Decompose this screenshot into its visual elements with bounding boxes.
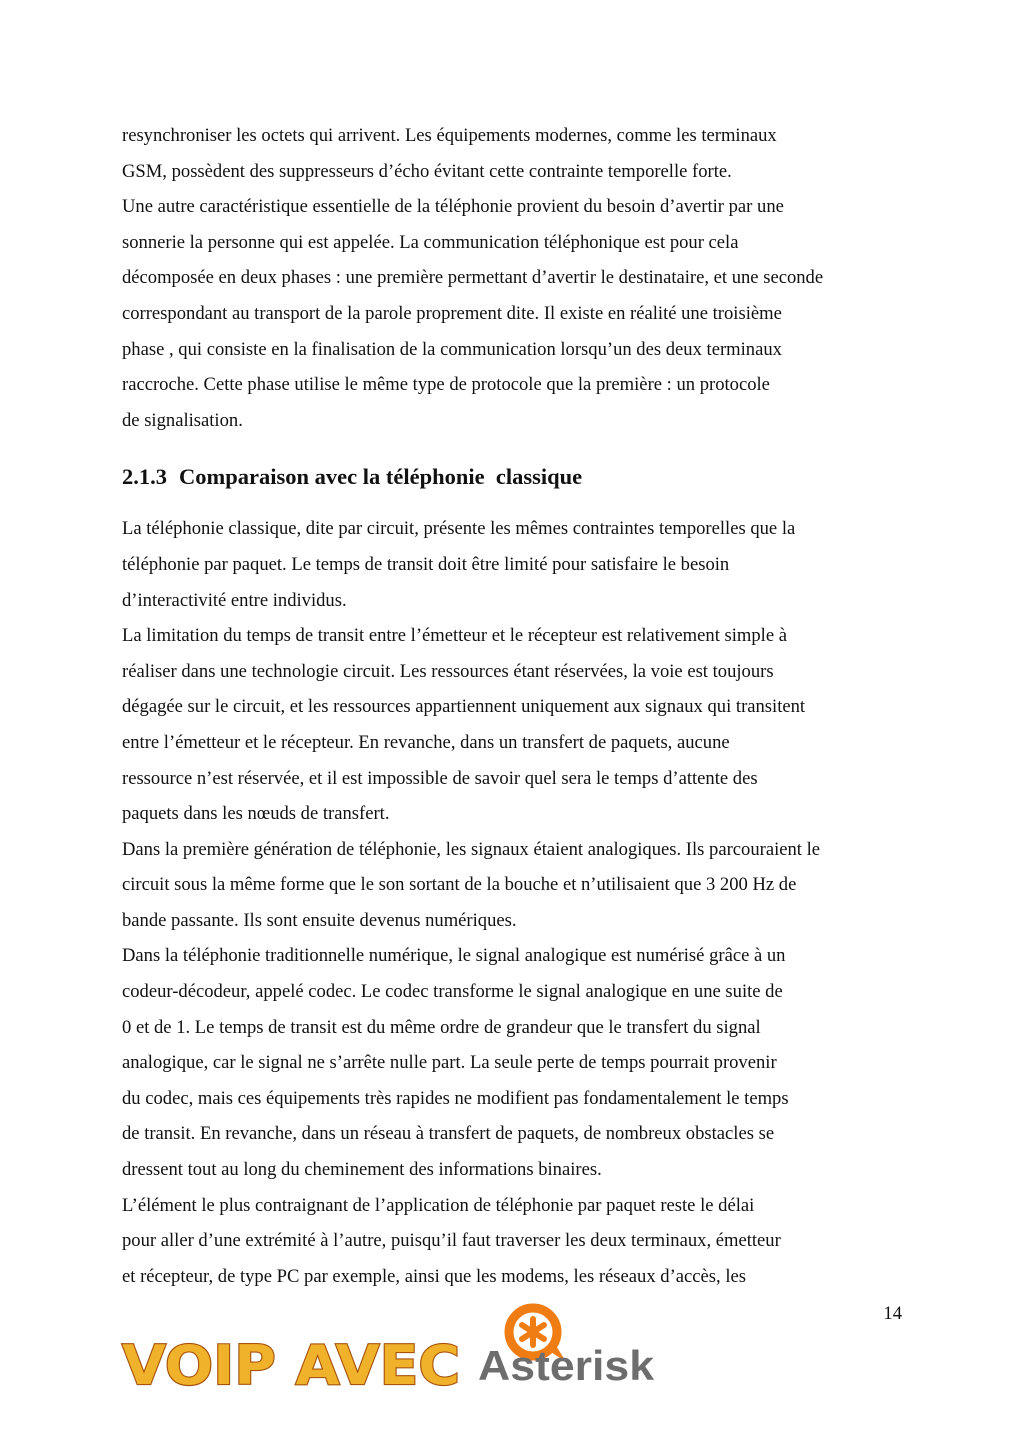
text-line: analogique, car le signal ne s’arrête nulle part. La seule perte de temps pourrait provenir [122, 1052, 777, 1074]
text-line: entre l’émetteur et le récepteur. En revanche, dans un transfert de paquets, aucune [122, 731, 730, 753]
text-line: dégagée sur le circuit, et les ressources appartiennent uniquement aux signaux qui transitent [122, 696, 806, 718]
text-line: 0 et de 1. Le temps de transit est du même ordre de grandeur que le transfert du signal [122, 1016, 761, 1038]
text-line: La téléphonie classique, dite par circuit, présente les mêmes contraintes temporelles que la [122, 518, 796, 540]
text-line: bande passante. Ils sont ensuite devenus numériques. [122, 909, 517, 931]
body-text [122, 118, 922, 1294]
text-line: ressource n’est réservée, et il est impossible de savoir quel sera le temps d’attente des [122, 767, 758, 789]
text-line: correspondant au transport de la parole proprement dite. Il existe en réalité une troisième [122, 302, 782, 324]
text-line: sonnerie la personne qui est appelée. La communication téléphonique est pour cela [122, 231, 739, 253]
logo-voip-avec-text: VOIP AVEC [122, 1334, 460, 1397]
text-line: du codec, mais ces équipements très rapides ne modifient pas fondamentalement le temps [122, 1087, 789, 1109]
page-number: 14 [883, 1303, 902, 1324]
text-line: codeur-décodeur, appelé codec. Le codec transforme le signal analogique en une suite de [122, 981, 783, 1003]
paragraph-signalisation [122, 118, 922, 438]
text-line: paquets dans les nœuds de transfert. [122, 803, 390, 825]
paragraph-comparaison [122, 511, 922, 1294]
text-line: GSM, possèdent des suppresseurs d’écho évitant cette contrainte temporelle forte. [122, 160, 732, 182]
text-line: décomposée en deux phases : une première permettant d’avertir le destinataire, et une seconde [122, 267, 824, 289]
section-heading [122, 457, 922, 497]
text-line: Une autre caractéristique essentielle de la téléphonie provient du besoin d’avertir par une [122, 196, 784, 218]
section-number: 2.1.3 [122, 464, 167, 490]
text-line: circuit sous la même forme que le son sortant de la bouche et n’utilisaient que 3 200 Hz de [122, 874, 797, 896]
section-title: Comparaison avec la téléphonie classique [179, 464, 583, 490]
text-line: Dans la première génération de téléphonie, les signaux étaient analogiques. Ils parcouraient le [122, 838, 821, 860]
text-line: réaliser dans une technologie circuit. Les ressources étant réservées, la voie est toujours [122, 660, 774, 682]
voip-avec-asterisk-logo [118, 1300, 658, 1400]
text-line: dressent tout au long du cheminement des informations binaires. [122, 1159, 602, 1181]
text-line: L’élément le plus contraignant de l’application de téléphonie par paquet reste le délai [122, 1194, 755, 1216]
text-line: phase , qui consiste en la finalisation de la communication lorsqu’un des deux terminaux [122, 338, 782, 360]
text-line: d’interactivité entre individus. [122, 589, 347, 611]
text-line: téléphonie par paquet. Le temps de transit doit être limité pour satisfaire le besoin [122, 553, 730, 575]
text-line: pour aller d’une extrémité à l’autre, puisqu’il faut traverser les deux terminaux, émetteur [122, 1230, 781, 1252]
text-line: de signalisation. [122, 409, 243, 431]
logo-asterisk-text: Asterisk [478, 1342, 655, 1389]
text-line: Dans la téléphonie traditionnelle numérique, le signal analogique est numérisé grâce à un [122, 945, 786, 967]
text-line: resynchroniser les octets qui arrivent. Les équipements modernes, comme les terminaux [122, 125, 777, 146]
text-line: de transit. En revanche, dans un réseau à transfert de paquets, de nombreux obstacles se [122, 1123, 775, 1145]
text-line: et récepteur, de type PC par exemple, ainsi que les modems, les réseaux d’accès, les [122, 1265, 746, 1287]
text-line: La limitation du temps de transit entre l’émetteur et le récepteur est relativement simple à [122, 625, 787, 647]
text-line: raccroche. Cette phase utilise le même type de protocole que la première : un protocole [122, 374, 770, 396]
